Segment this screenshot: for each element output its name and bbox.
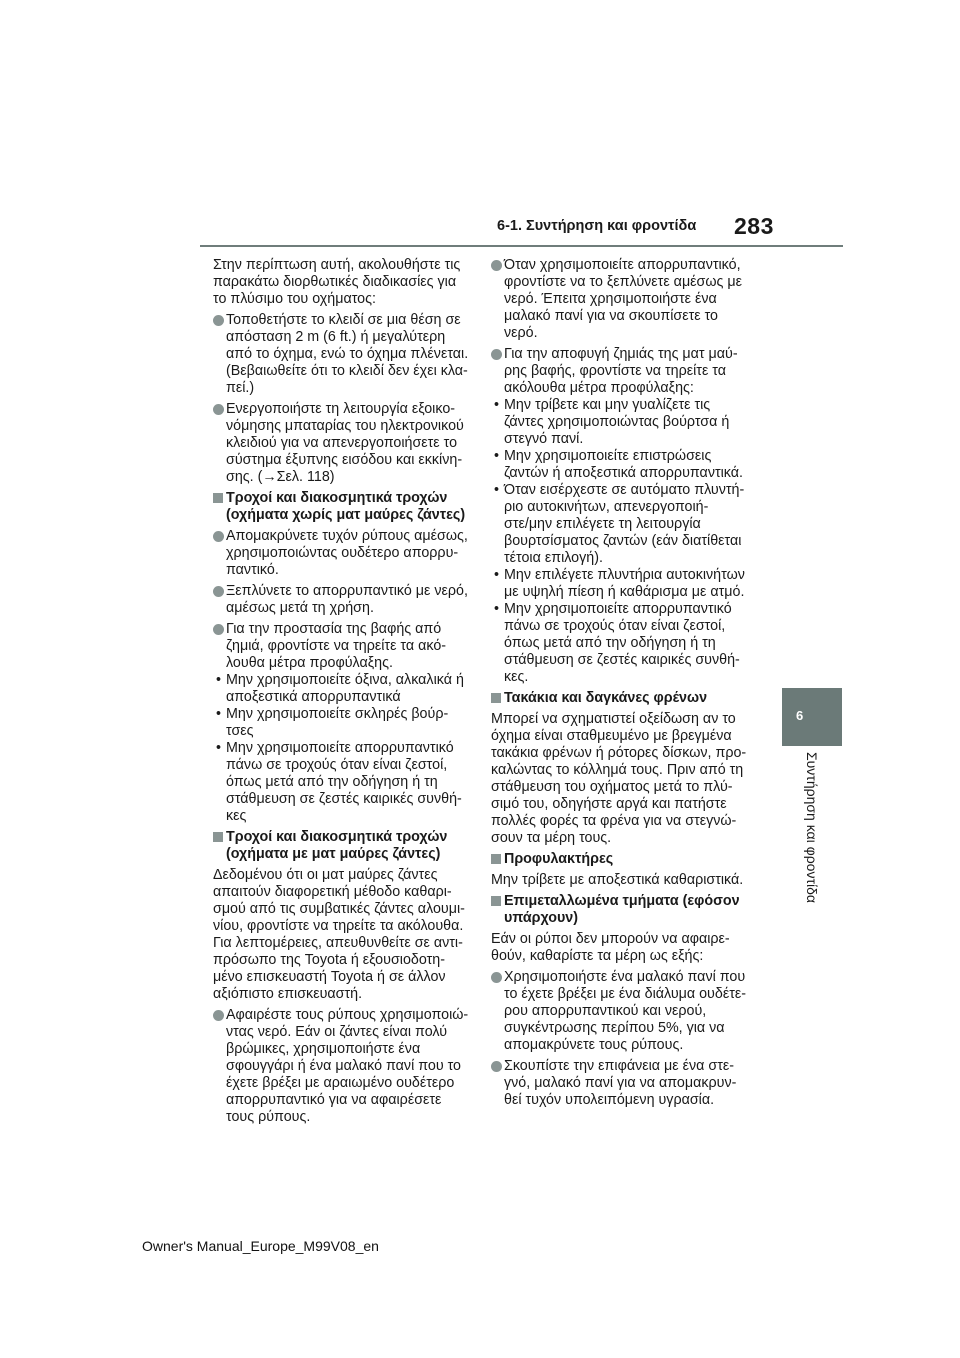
text-line: τακάκια φρένων ή ρότορες δίσκων, προ- [491,745,747,761]
bullet-item [213,583,475,617]
text-line: αποξεστικά απορρυπαντικά [226,689,401,705]
section-heading [213,490,475,524]
text-line: έχετε βρέξει με αραιωμένο ουδέτερο [226,1075,455,1091]
paragraph [213,257,475,308]
text-line: Σκουπίστε την επιφάνεια με ένα στε- [504,1058,734,1074]
text-line: Μην επιλέγετε πλυντήρια αυτοκινήτων [504,567,745,583]
bullet-item [213,1007,475,1126]
text-line: (οχήματα χωρίς ματ μαύρες ζάντες) [226,507,466,523]
text-line: (οχήματα με ματ μαύρες ζάντες) [226,846,441,862]
text-line: νίου, φροντίστε να τηρείτε τα ακόλουθα. [213,918,464,934]
section-heading [491,851,763,868]
text-line: πάνω σε τροχούς όταν είναι ζεστοί, [504,618,726,634]
sub-bullet-item [491,482,763,567]
text-line: πολλές φορές τα φρένα για να στεγνώ- [491,813,737,829]
text-line: Όταν εισέρχεστε σε αυτόματο πλυντή- [504,482,745,498]
dot-bullet-icon: • [494,567,500,583]
right-column [491,257,763,1109]
text-line: χρησιμοποιώντας ουδέτερο απορρυ- [226,545,459,561]
text-line: θούν, καθαρίστε τα μέρη ως εξής: [491,948,704,964]
text-line: νερό. [504,325,538,341]
text-line: Μην τρίβετε με αποξεστικά καθαριστικά. [491,872,744,888]
circle-bullet-icon [491,1061,502,1072]
text-line: νόμησης μπαταρίας του ηλεκτρονικού [226,418,464,434]
text-line: νερό. Έπειτα χρησιμοποιήστε ένα [504,291,717,307]
text-line: παρακάτω διορθωτικές διαδικασίες για [213,274,457,290]
paragraph [213,867,475,1003]
text-line: σιμό του, οδηγήστε αργά και πατήστε [491,796,727,812]
circle-bullet-icon [213,404,224,415]
text-line: το έχετε βρέξει με ένα διάλυμα ουδέτε- [504,986,746,1002]
text-line: καλώντας το κόλλημά τους. Πριν από τη [491,762,744,778]
chapter-tab[interactable] [782,688,842,746]
text-line: ζαντών ή αποξεστικά απορρυπαντικά. [504,465,743,481]
text-line: Μην χρησιμοποιείτε επιστρώσεις [504,448,712,464]
text-line: Μην χρησιμοποιείτε σκληρές βούρ- [226,706,449,722]
square-bullet-icon [213,832,223,842]
text-line: στάθμευση σε ζεστές καιρικές συνθή- [504,652,740,668]
text-line: Όταν χρησιμοποιείτε απορρυπαντικό, [504,257,741,273]
text-line: όπως μετά από την οδήγηση ή τη [504,635,716,651]
text-line: στε/μην επιλέγετε τη λειτουργία [504,516,701,532]
paragraph [491,872,763,889]
text-line: Ενεργοποιήστε τη λειτουργία εξοικο- [226,401,456,417]
text-line: σύστημα έξυπνης εισόδου και εκκίνη- [226,452,463,468]
header-divider [200,245,843,247]
text-line: βουρτσίσματος ζαντών (εάν διατίθεται [504,533,742,549]
bullet-item [491,969,763,1054]
text-line: Τοποθετήστε το κλειδί σε μια θέση σε [226,312,461,328]
text-line: πρόσωπο της Toyota ή εξουσιοδοτη- [213,952,445,968]
text-line: σφουγγάρι ή ένα μαλακό πανί που το [226,1058,462,1074]
sub-bullet-item [213,740,475,825]
chapter-label: Συντήρηση και φροντίδα [804,752,820,903]
sub-bullet-item [491,397,763,448]
text-line: βρώμικες, χρησιμοποιήστε ένα [226,1041,421,1057]
circle-bullet-icon [491,972,502,983]
bullet-item [491,346,763,397]
text-line: Τακάκια και δαγκάνες φρένων [504,690,708,706]
square-bullet-icon [491,854,501,864]
square-bullet-icon [213,493,223,503]
text-line: ζημιά, φροντίστε να τηρείτε τα ακό- [226,638,447,654]
text-line: απαιτούν διαφορετική μέθοδο καθαρι- [213,884,452,900]
bullet-item [491,1058,763,1109]
sub-bullet-item [491,567,763,601]
text-line: τέτοια επιλογή). [504,550,603,566]
text-line: στεγνό πανί. [504,431,584,447]
footer-text: Owner's Manual_Europe_M99V08_en [142,1238,379,1254]
sub-bullet-item [213,672,475,706]
text-line: απορρυπαντικό για να αφαιρέσετε [226,1092,442,1108]
text-line: υπάρχουν) [504,910,578,926]
text-line: μαλακό πανί για να σκουπίσετε το [504,308,718,324]
text-line: στάθμευση του οχήματος μετά το πλύ- [491,779,733,795]
page-number: 283 [734,213,774,239]
text-line: όχημα είναι σταθμευμένο με βρεγμένα [491,728,732,744]
text-line: απόσταση 2 m (6 ft.) ή μεγαλύτερη [226,329,446,345]
text-line: Τροχοί και διακοσμητικά τροχών [226,829,448,845]
sub-bullet-item [491,601,763,686]
circle-bullet-icon [213,315,224,326]
text-line: όπως μετά από την οδήγηση ή τη [226,774,438,790]
circle-bullet-icon [213,531,224,542]
bullet-item [213,401,475,486]
text-line: Ξεπλύνετε το απορρυπαντικό με νερό, [226,583,468,599]
chapter-number: 6 [796,708,804,723]
text-line: ρου απορρυπαντικού και νερού, [504,1003,707,1019]
text-line: ρης βαφής, φροντίστε να τηρείτε τα [504,363,727,379]
text-line: Μην χρησιμοποιείτε απορρυπαντικό [226,740,454,756]
text-line: Για την προστασία της βαφής από [226,621,442,637]
circle-bullet-icon [213,624,224,635]
dot-bullet-icon: • [494,601,500,617]
square-bullet-icon [491,693,501,703]
dot-bullet-icon: • [494,448,500,464]
text-line: απομακρύνετε τους ρύπους. [504,1037,684,1053]
square-bullet-icon [491,896,501,906]
circle-bullet-icon [491,349,502,360]
text-line: τους ρύπους. [226,1109,311,1125]
text-line: Για λεπτομέρειες, απευθυνθείτε σε αντι- [213,935,463,951]
text-line: Μην χρησιμοποιείτε όξινα, αλκαλικά ή [226,672,464,688]
text-line: θεί τυχόν υπολειπόμενη υγρασία. [504,1092,715,1108]
dot-bullet-icon: • [494,397,500,413]
dot-bullet-icon: • [216,740,222,756]
text-line: Χρησιμοποιήστε ένα μαλακό πανί που [504,969,746,985]
text-line: Δεδομένου ότι οι ματ μαύρες ζάντες [213,867,438,883]
text-line: από το όχημα, ενώ το όχημα πλένεται. [226,346,469,362]
bullet-item [213,528,475,579]
section-heading [491,893,763,927]
left-column [213,257,475,1126]
text-line: αμέσως μετά τη χρήση. [226,600,374,616]
text-line: Τροχοί και διακοσμητικά τροχών [226,490,448,506]
text-line: Προφυλακτήρες [504,851,614,867]
text-line: πάνω σε τροχούς όταν είναι ζεστοί, [226,757,448,773]
text-line: μένο επισκευαστή Toyota ή σε άλλον [213,969,446,985]
text-line: ριο αυτοκινήτων, απενεργοποιή- [504,499,709,515]
text-line: ντας νερό. Εάν οι ζάντες είναι πολύ [226,1024,448,1040]
section-title: 6-1. Συντήρηση και φροντίδα [497,218,697,234]
text-line: Για την αποφυγή ζημιάς της ματ μαύ- [504,346,738,362]
text-line: στάθμευση σε ζεστές καιρικές συνθή- [226,791,462,807]
text-line: λουθα μέτρα προφύλαξης. [226,655,393,671]
circle-bullet-icon [491,260,502,271]
bullet-item [491,257,763,342]
text-line: το πλύσιμο του οχήματος: [213,291,376,307]
text-line: με υψηλή πίεση ή καθάρισμα με ατμό. [504,584,745,600]
text-line: σουν τα μέρη τους. [491,830,612,846]
text-line: Εάν οι ρύποι δεν μπορούν να αφαιρε- [491,931,730,947]
paragraph [491,711,763,847]
text-line: Μην τρίβετε και μην γυαλίζετε τις [504,397,711,413]
text-line: Απομακρύνετε τυχόν ρύπους αμέσως, [226,528,468,544]
text-line: πεί.) [226,380,255,396]
text-line: Μπορεί να σχηματιστεί οξείδωση αν το [491,711,736,727]
text-line: ζάντες χρησιμοποιώντας βούρτσα ή [504,414,730,430]
text-line: αξιόπιστο επισκευαστή. [213,986,363,1002]
text-line: παντικό. [226,562,279,578]
text-line: κες [226,808,247,824]
circle-bullet-icon [213,1010,224,1021]
dot-bullet-icon: • [216,672,222,688]
text-line: Μην χρησιμοποιείτε απορρυπαντικό [504,601,732,617]
sub-bullet-item [491,448,763,482]
text-line: (Βεβαιωθείτε ότι το κλειδί δεν έχει κλα- [226,363,468,379]
text-line: κλειδιού για να απενεργοποιήσετε το [226,435,458,451]
text-line: σης. (→Σελ. 118) [226,469,335,485]
text-line: Στην περίπτωση αυτή, ακολουθήστε τις [213,257,461,273]
text-line: σμού από τις συμβατικές ζάντες αλουμι- [213,901,465,917]
bullet-item [213,621,475,672]
text-line: ακόλουθα μέτρα προφύλαξης: [504,380,694,396]
dot-bullet-icon: • [494,482,500,498]
sub-bullet-item [213,706,475,740]
text-line: Επιμεταλλωμένα τμήματα (εφόσον [504,893,740,909]
text-line: γνό, μαλακό πανί για να απομακρυν- [504,1075,737,1091]
text-line: Αφαιρέστε τους ρύπους χρησιμοποιώ- [226,1007,469,1023]
bullet-item [213,312,475,397]
text-line: συγκέντρωσης περίπου 5%, για να [504,1020,725,1036]
paragraph [491,931,763,965]
text-line: κες. [504,669,529,685]
text-line: φροντίστε να το ξεπλύνετε αμέσως με [504,274,743,290]
dot-bullet-icon: • [216,706,222,722]
circle-bullet-icon [213,586,224,597]
section-heading [213,829,475,863]
text-line: τσες [226,723,254,739]
section-heading [491,690,763,707]
